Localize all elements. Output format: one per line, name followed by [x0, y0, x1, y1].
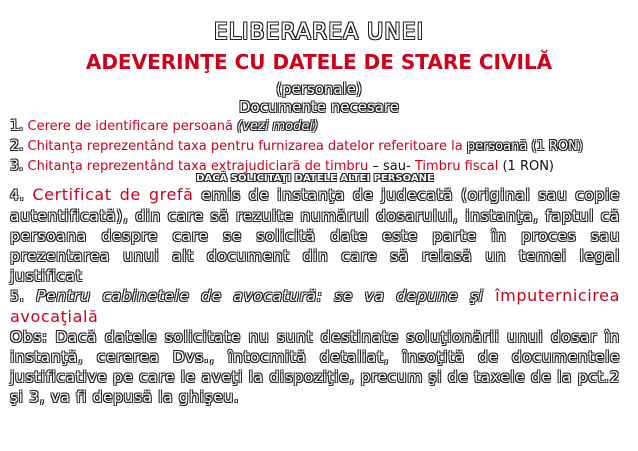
- item-text-ghost: emis de instanţa de judecată (original sau copie autentificată), din care să rezulte numărul dosarului, instanţa, faptul că persoana despre care se solicită date este parte în proces sau prezentarea unui alt document din care să reiasă un temei legal justificat: [10, 186, 620, 285]
- note-other-person: DACĂ SOLICITAŢI DATELE ALTEI PERSOANE: [196, 173, 434, 184]
- item-number: 3.: [10, 158, 24, 174]
- list-item-4: [10, 185, 620, 286]
- item-text: împuternicirea avocaţială: [10, 286, 620, 326]
- subtitle-documents: Documente necesare: [239, 98, 399, 116]
- item-price: (1 RON): [502, 159, 555, 174]
- item-text-b: Timbru fiscal: [414, 159, 499, 174]
- item-model-link[interactable]: (vezi model): [237, 119, 319, 134]
- document-list: [10, 118, 620, 407]
- item-or: – sau-: [372, 159, 411, 174]
- item-text: Chitanţa reprezentând taxa extrajudiciară de timbru: [27, 159, 369, 174]
- list-item-1: [10, 118, 620, 135]
- item-text: Cerere de identificare persoană: [27, 119, 233, 134]
- item-text-ghost: persoană (1 RON): [466, 139, 583, 154]
- obs-label: Obs:: [10, 328, 48, 346]
- list-item-2: [10, 138, 620, 155]
- item-text-ghost: Pentru cabinetele de avocatură: se va depune şi: [36, 287, 484, 305]
- item-text: Chitanţa reprezentând taxa pentru furnizarea datelor referitoare la: [27, 139, 463, 154]
- item-number: 1.: [10, 118, 24, 134]
- item-number: 2.: [10, 138, 24, 154]
- subtitle-personal: (personale): [276, 80, 362, 98]
- item-text: Certificat de grefă: [32, 185, 194, 204]
- item-number: 5.: [10, 289, 25, 305]
- observation: [10, 327, 620, 407]
- list-item-5: [10, 286, 620, 327]
- item-number: 4.: [10, 188, 25, 204]
- title-line-1: ELIBERAREA UNEI: [213, 20, 425, 45]
- title-line-2: ADEVERINŢE CU DATELE DE STARE CIVILĂ: [85, 50, 553, 74]
- obs-text: Dacă datele solicitate nu sunt destinate soluţionării unui dosar în instanţă, cererea Dvs., întocmită detaliat, însoţită de documentele justificative pe care le aveţi la dispoziţie, precum şi de taxele de la pct.2 şi 3, va fi depusă la ghişeu.: [10, 328, 620, 406]
